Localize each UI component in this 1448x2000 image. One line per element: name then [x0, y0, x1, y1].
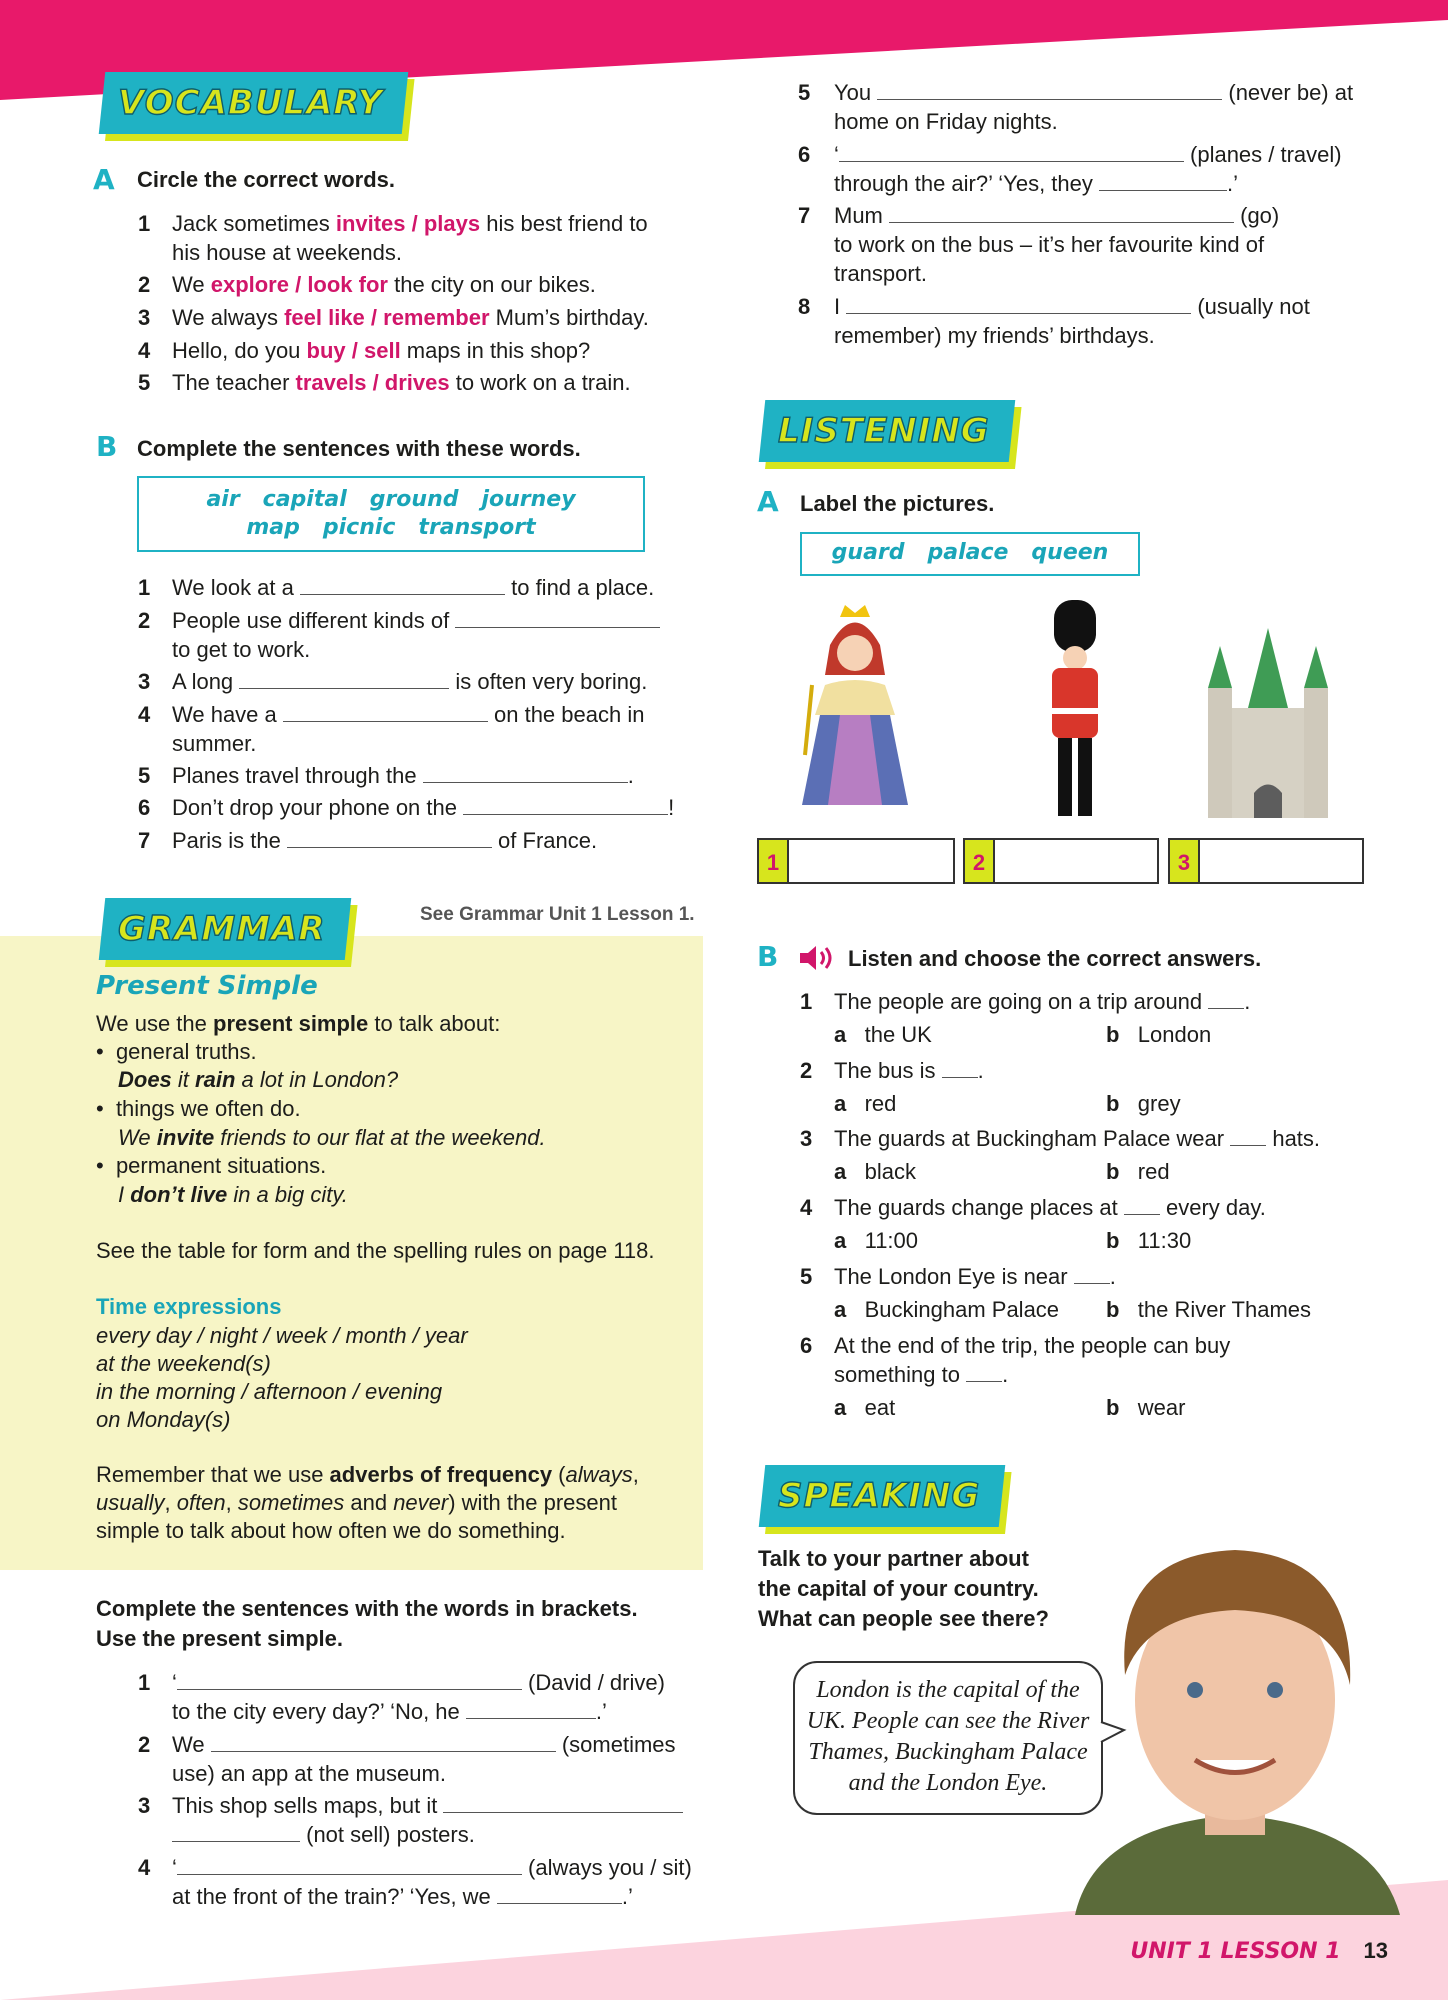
word-choice[interactable]: feel like / remember [284, 305, 490, 330]
grammar-item: ‘ (David / drive) to the city every day?’ ‘No, he .’ [172, 1670, 665, 1724]
example-sentence: We invite friends to our flat at the weekend. [118, 1125, 546, 1150]
answer-blank[interactable] [846, 294, 1191, 314]
option-a[interactable]: a Buckingham Palace [834, 1297, 1060, 1322]
answer-blank[interactable] [942, 1058, 978, 1078]
task-title: Listen and choose the correct answers. [848, 946, 1262, 971]
answer-blank[interactable] [443, 1793, 683, 1813]
scepter-icon [805, 685, 812, 755]
bullet-item: • general truths. [96, 1039, 257, 1064]
time-expression: every day / night / week / month / year [96, 1323, 468, 1348]
word-choice[interactable]: buy / sell [306, 338, 401, 363]
tower-roof [1208, 646, 1232, 688]
word-box-line: air capital ground journey [206, 487, 576, 512]
palace-tower [1208, 688, 1232, 818]
option-b[interactable]: b grey [1106, 1091, 1181, 1116]
vocab-b-item: People use different kinds of to get to work. [172, 606, 660, 664]
question-text: The guards at Buckingham Palace wear hats. [834, 1126, 1321, 1151]
palace-tower [1304, 688, 1328, 818]
vocabulary-header: VOCABULARY [99, 72, 409, 134]
answer-blank[interactable] [283, 702, 488, 722]
word-box-line: map picnic transport [246, 515, 536, 540]
vocab-a-item: We explore / look for the city on our bikes. [172, 272, 596, 297]
answer-blank[interactable] [463, 795, 668, 815]
queen-illustration [800, 605, 910, 815]
option-a[interactable]: a 11:00 [834, 1228, 919, 1253]
speaking-header: SPEAKING [759, 1465, 1006, 1527]
grammar-intro: We use the present simple to talk about: [96, 1011, 501, 1036]
remember-text: usually, often, sometimes and never) with the present [96, 1490, 617, 1515]
time-expression: in the morning / afternoon / evening [96, 1379, 443, 1404]
word-choice[interactable]: invites / plays [335, 211, 481, 236]
guard-leg [1078, 738, 1092, 816]
item-number: 5 [798, 80, 811, 105]
grammar-header: GRAMMAR [99, 898, 351, 960]
item-number: 1 [800, 989, 813, 1014]
guard-face [1063, 646, 1087, 670]
option-b[interactable]: b the River Thames [1106, 1297, 1312, 1322]
item-number: 4 [138, 338, 151, 363]
remember-text: Remember that we use adverbs of frequency (always, [96, 1462, 639, 1487]
item-number: 4 [138, 1855, 151, 1880]
remember-text: simple to talk about how often we do something. [96, 1518, 566, 1543]
item-number: 7 [798, 203, 811, 228]
task-letter-a: A [93, 163, 115, 196]
answer-blank[interactable] [1208, 989, 1244, 1009]
boy-eye [1187, 1682, 1203, 1698]
time-expression: at the weekend(s) [96, 1351, 271, 1376]
word-choice[interactable]: travels / drives [295, 370, 450, 395]
answer-blank[interactable] [466, 1699, 596, 1719]
lesson-label: LESSON 1 [1220, 1939, 1341, 1964]
answer-blank[interactable] [455, 608, 660, 628]
option-b[interactable]: b London [1106, 1022, 1212, 1047]
unit-label: UNIT 1 [1130, 1939, 1213, 1964]
answer-blank[interactable] [877, 80, 1222, 100]
item-number: 1 [138, 1670, 151, 1695]
speech-line: London is the capital of the [816, 1677, 1080, 1703]
answer-blank[interactable] [177, 1855, 522, 1875]
question-text: The bus is . [834, 1058, 984, 1083]
label-number: 3 [1168, 838, 1198, 884]
item-number: 4 [800, 1195, 813, 1220]
vocab-b-item: We look at a to find a place. [172, 575, 655, 600]
task-title: Use the present simple. [96, 1626, 343, 1651]
item-number: 2 [138, 608, 151, 633]
bullet-item: • things we often do. [96, 1096, 301, 1121]
item-number: 1 [138, 211, 151, 236]
example-sentence: I don’t live in a big city. [118, 1182, 348, 1207]
label-number: 2 [963, 838, 993, 884]
question-text: The people are going on a trip around . [834, 989, 1251, 1014]
speech-bubble-tail [1098, 1720, 1128, 1750]
answer-blank[interactable] [839, 142, 1184, 162]
vocab-a-item: Hello, do you buy / sell maps in this shop? [172, 338, 591, 363]
answer-blank[interactable] [497, 1884, 622, 1904]
speech-line: and the London Eye. [848, 1770, 1048, 1796]
bearskin-hat [1054, 600, 1096, 652]
example-sentence: Does it rain a lot in London? [118, 1067, 399, 1092]
palace-illustration [1208, 628, 1328, 820]
answer-blank[interactable] [423, 763, 628, 783]
speaking-prompt: the capital of your country. [758, 1576, 1039, 1601]
option-b[interactable]: b wear [1106, 1395, 1186, 1420]
option-b[interactable]: b 11:30 [1106, 1228, 1192, 1253]
guard-illustration [1040, 600, 1110, 822]
item-number: 2 [138, 272, 151, 297]
vocab-a-item: The teacher travels / drives to work on a train. [172, 370, 631, 395]
item-number: 5 [138, 370, 151, 395]
answer-blank[interactable] [889, 203, 1234, 223]
label-number: 1 [757, 838, 787, 884]
question-text: At the end of the trip, the people can buy something to . [834, 1333, 1231, 1387]
label-answer-box[interactable] [993, 838, 1159, 884]
answer-blank[interactable] [1099, 171, 1227, 191]
answer-blank[interactable] [1230, 1126, 1266, 1146]
item-number: 6 [800, 1333, 813, 1358]
answer-blank[interactable] [966, 1362, 1002, 1382]
speaking-prompt: Talk to your partner about [758, 1546, 1029, 1571]
item-number: 5 [138, 763, 151, 788]
speech-line: UK. People can see the River [806, 1708, 1090, 1734]
palace-door [1254, 785, 1282, 819]
queen-collar [815, 680, 895, 715]
boy-eye [1267, 1682, 1283, 1698]
item-number: 6 [138, 795, 151, 820]
word-choice[interactable]: explore / look for [210, 272, 388, 297]
item-number: 3 [138, 305, 151, 330]
option-a[interactable]: a red [834, 1091, 897, 1116]
grammar-item: This shop sells maps, but it (not sell) posters. [172, 1791, 683, 1849]
answer-blank[interactable] [1074, 1264, 1110, 1284]
page-number: 13 [1363, 1938, 1388, 1963]
speech-bubble [793, 1661, 1103, 1815]
listening-header: LISTENING [759, 400, 1015, 462]
guard-belt [1052, 708, 1098, 714]
vocab-b-item: We have a on the beach in summer. [172, 702, 645, 756]
option-b[interactable]: b red [1106, 1159, 1170, 1184]
item-number: 6 [798, 142, 811, 167]
speaking-prompt: What can people see there? [758, 1606, 1049, 1631]
answer-blank[interactable] [1124, 1195, 1160, 1215]
vocab-b-item: Don’t drop your phone on the ! [172, 795, 675, 820]
item-number: 3 [138, 1793, 151, 1818]
crown-icon [840, 605, 870, 617]
bullet-item: • permanent situations. [96, 1153, 327, 1178]
grammar-item: Mum (go) to work on the bus – it’s her favourite kind of transport. [834, 203, 1280, 286]
vocab-b-item: A long is often very boring. [172, 669, 648, 694]
question-text: The London Eye is near . [834, 1264, 1116, 1289]
grammar-reference: See Grammar Unit 1 Lesson 1. [420, 904, 695, 925]
answer-blank[interactable] [300, 575, 505, 595]
grammar-title: Present Simple [96, 971, 318, 1001]
grammar-item: We (sometimes use) an app at the museum. [172, 1732, 676, 1786]
time-expression: on Monday(s) [96, 1407, 231, 1432]
task-letter-b: B [96, 430, 118, 463]
vocab-b-item: Planes travel through the . [172, 763, 634, 788]
question-text: The guards change places at every day. [834, 1195, 1266, 1220]
tower-roof [1304, 646, 1328, 688]
table-reference: See the table for form and the spelling rules on page 118. [96, 1238, 655, 1263]
word-box: guard palace queen [800, 532, 1140, 576]
queen-face [837, 635, 873, 671]
grammar-item: You (never be) at home on Friday nights. [834, 80, 1354, 134]
speech-line: Thames, Buckingham Palace [808, 1739, 1088, 1765]
item-number: 7 [138, 828, 151, 853]
answer-blank[interactable] [239, 669, 449, 689]
task-letter-a: A [757, 485, 779, 518]
option-a[interactable]: a eat [834, 1395, 896, 1420]
item-number: 2 [138, 1732, 151, 1757]
answer-blank[interactable] [172, 1822, 300, 1842]
answer-blank[interactable] [211, 1732, 556, 1752]
task-title: Circle the correct words. [137, 167, 395, 192]
item-number: 3 [138, 669, 151, 694]
label-answer-box[interactable] [1198, 838, 1364, 884]
item-number: 4 [138, 702, 151, 727]
page-footer [1130, 1936, 1388, 1966]
option-a[interactable]: a black [834, 1159, 916, 1184]
task-title: Complete the sentences with these words. [137, 436, 581, 461]
item-number: 3 [800, 1126, 813, 1151]
vocab-a-item: Jack sometimes invites / plays his best friend to his house at weekends. [172, 211, 648, 265]
task-letter-b: B [757, 940, 779, 973]
item-number: 1 [138, 575, 151, 600]
vocab-a-item: We always feel like / remember Mum’s birthday. [172, 305, 649, 330]
guard-tunic [1052, 668, 1098, 738]
task-title: Label the pictures. [800, 491, 995, 516]
vocab-b-item: Paris is the of France. [172, 828, 598, 853]
item-number: 8 [798, 294, 811, 319]
item-number: 2 [800, 1058, 813, 1083]
grammar-item: ‘ (always you / sit) at the front of the train?’ ‘Yes, we .’ [172, 1855, 692, 1909]
task-title: Complete the sentences with the words in brackets. [96, 1596, 638, 1621]
answer-blank[interactable] [177, 1670, 522, 1690]
answer-blank[interactable] [287, 828, 492, 848]
label-answer-box[interactable] [787, 838, 955, 884]
item-number: 5 [800, 1264, 813, 1289]
grammar-item: ‘ (planes / travel) through the air?’ ‘Yes, they .’ [834, 142, 1342, 196]
word-box [137, 476, 645, 552]
option-a[interactable]: a the UK [834, 1022, 932, 1047]
grammar-item: I (usually not remember) my friends’ birthdays. [834, 294, 1310, 348]
tower-roof [1248, 628, 1288, 708]
guard-leg [1058, 738, 1072, 816]
time-expressions-title: Time expressions [96, 1294, 282, 1319]
audio-icon[interactable] [798, 944, 834, 972]
